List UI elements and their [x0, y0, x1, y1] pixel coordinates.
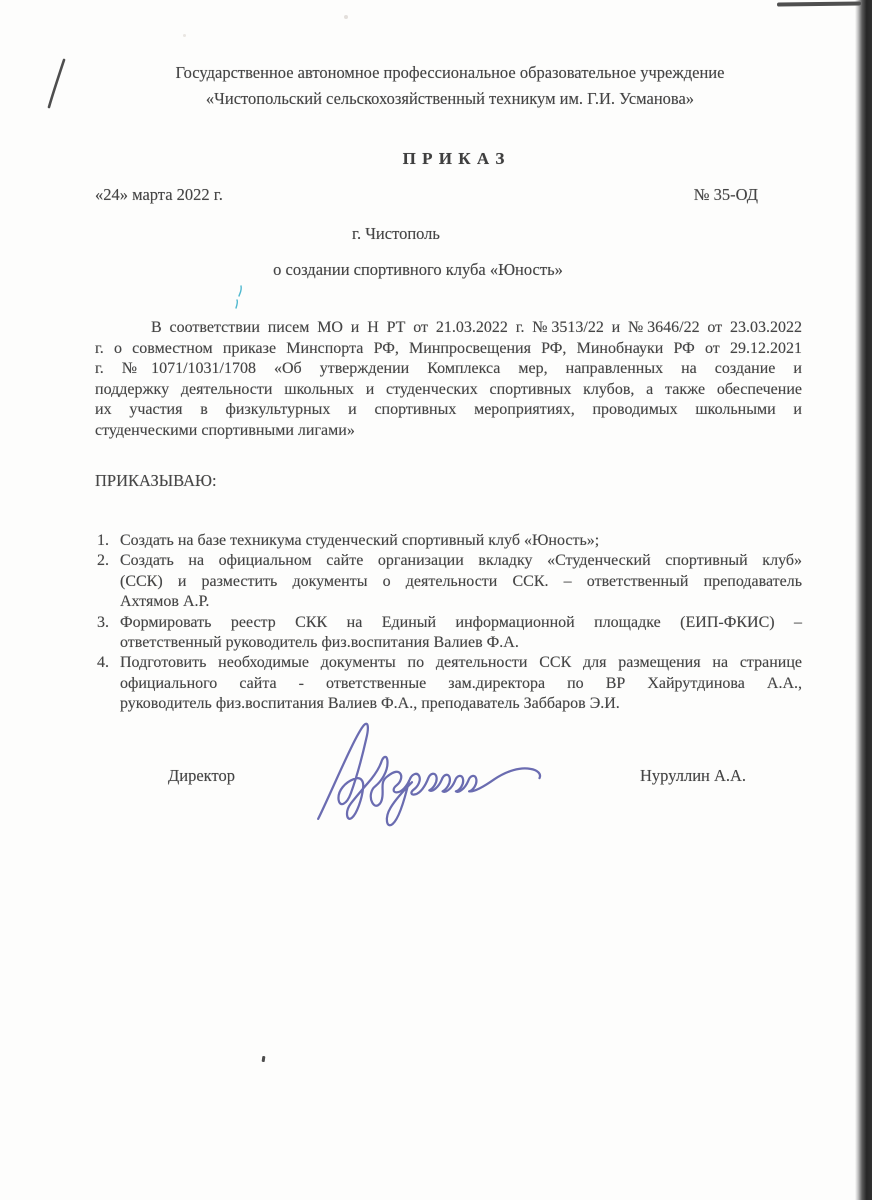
order-item-line: Ахтямов А.Р. [120, 593, 210, 611]
order-item-line: Создать на базе техникума студенческий спортивный клуб «Юность»; [120, 532, 600, 549]
intro-line: их участия в физкультурных и спортивных мероприятиях, проводимых школьными и [95, 401, 802, 418]
order-item-line: Подготовить необходимые документы по деятельности ССК для размещения на странице [120, 654, 802, 672]
subject-line: о создании спортивного клуба «Юность» [273, 260, 563, 279]
intro-line: студенческими спортивными лигами» [95, 421, 355, 439]
order-item-2 [97, 551, 802, 612]
diagonal-pen-stroke [44, 57, 70, 111]
order-lead: ПРИКАЗЫВАЮ: [95, 471, 217, 490]
order-item-4 [97, 653, 802, 714]
organization-header [60, 60, 840, 112]
order-item-line: Создать на официальном сайте организации вкладку «Студенческий спортивный клуб» [120, 552, 802, 570]
document-number: № 35-ОД [693, 185, 758, 204]
intro-line: поддержку деятельности школьных и студенческих спортивных клубов, а также обеспечение [95, 380, 802, 398]
scanner-edge-strip [855, 0, 872, 1200]
order-item-3 [97, 613, 802, 654]
intro-line: В соответствии писем МО и Н РТ от 21.03.2022 г. №3513/22 и №3646/22 от 23.03.2022 [151, 319, 802, 336]
city-line: г. Чистополь [352, 224, 440, 243]
intro-line: г. о совместном приказе Минспорта РФ, Минпросвещения РФ, Минобнауки РФ от 29.12.2021 [95, 339, 802, 357]
cyan-ink-mark [233, 284, 245, 312]
date-number-row [95, 185, 802, 205]
order-item-line: официального сайта - ответственные зам.директора по ВР Хайрутдинова А.А., [120, 674, 802, 692]
order-item-number: 3. [97, 613, 109, 631]
organization-name-line1: Государственное автономное профессиональное образовательное учреждение [175, 63, 725, 82]
document-date: «24» марта 2022 г. [95, 185, 223, 204]
order-list [97, 531, 802, 715]
signer-name: Нуруллин А.А. [640, 766, 747, 785]
order-item-line: Формировать реестр СКК на Единый информационной площадке (ЕИП-ФКИС) – [120, 613, 802, 631]
order-item-number: 2. [97, 552, 109, 570]
order-item-line: (ССК) и разместить документы о деятельности ССК. – ответственный преподаватель [120, 572, 802, 590]
order-item-1 [97, 531, 802, 551]
paper-noise-dot [344, 15, 348, 19]
order-item-line: ответственный руководитель физ.воспитания Валиев Ф.А. [120, 633, 519, 651]
signer-role: Директор [168, 766, 235, 785]
scanner-top-edge-mark [777, 1, 861, 6]
order-item-number: 4. [97, 654, 109, 672]
handwritten-signature [310, 718, 565, 830]
intro-line: г. №1071/1031/1708 «Об утверждении Комплекса мер, направленных на создание и [95, 360, 802, 377]
order-item-number: 1. [97, 532, 109, 549]
ink-speck [262, 1056, 266, 1062]
intro-paragraph [95, 318, 802, 441]
document-title: П Р И К А З [402, 149, 506, 168]
organization-name-line2: «Чистопольский сельскохозяйственный техникум им. Г.И. Усманова» [205, 89, 695, 108]
order-item-line: руководитель физ.воспитания Валиев Ф.А., преподаватель Заббаров Э.И. [120, 695, 620, 713]
paper-noise-dot [183, 34, 186, 37]
